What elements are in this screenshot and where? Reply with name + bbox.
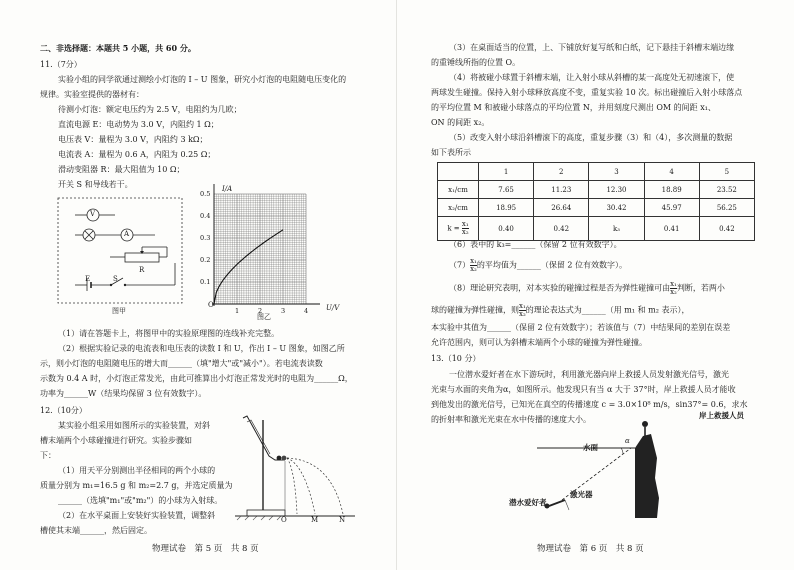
iu-graph [200,180,330,310]
circuit-label: E [85,275,91,283]
circuit-label: V [90,210,96,218]
q11-part: 功率为______W（结果均保留 3 位有效数字）。 [40,389,207,398]
q12-step [449,258,627,273]
q11-part: （2）根据实验记录的电流表和电压表的读数 I 和 U，作出 I – U 图象，如图乙所 [58,344,345,353]
equipment-item: 待测小灯泡：额定电压约为 2.5 V，电阻约为几欧； [58,105,242,114]
y-tick-label: 0.4 [200,212,211,220]
q12-step: 如下表所示 [431,148,471,157]
graph-origin: O [208,301,214,309]
circuit-diagram [55,193,205,313]
graph-y-label: I/A [222,185,233,193]
table-cell: k₃ [589,217,644,241]
q12-step: （6）表中的 k₃=______（保留 2 位有效数字）。 [449,240,622,249]
fraction [462,221,469,236]
step-suffix: 的理论表达式为______（用 m₁ 和 m₂ 表示）， [525,305,690,315]
graph-x-label: U/V [326,304,340,312]
x-tick-label: 4 [304,307,309,315]
fraction-den: x₂ [519,310,526,318]
q13-number: 13.（10 分） [431,354,481,363]
point-label: M [311,516,319,524]
table-cell: 0.42 [699,217,754,241]
q12-step: 本实验中其值为______（保留 2 位有效数字）；若该值与（7）中结果间的差别在误差 [431,323,731,332]
x-tick-label: 1 [235,307,240,315]
q12-step: （4）将被碰小球置于斜槽末端，让入射小球从斜槽的某一高度处无初速滚下，使 [449,73,735,82]
circuit-label: A [124,230,130,238]
q12-step: （3）在桌面适当的位置，上、下铺放好复写纸和白纸，记下悬挂于斜槽末端边缘 [449,43,735,52]
q13-text: 光束与水面的夹角为α，如图所示。他发现只有当 α 大于 37°时，岸上救援人员才能收 [431,385,736,394]
table-cell: 56.25 [699,199,754,217]
ball-icon [277,456,282,461]
q11-part: 示数为 0.4 A 时，小灯泡正常发光，由此可推算出小灯泡正常发光时的电阻为______Ω， [40,374,353,383]
table-cell: 0.42 [534,217,589,241]
q12-step: 的平均位置 M 和被碰小球落点的平均位置 N，并用刻度尺测出 OM 的间距 x₁、 [431,103,716,112]
q12-step: （2）在水平桌面上安装好实验装置，调整斜 [58,511,216,520]
ball-icon [282,456,287,461]
equipment-item: 直流电源 E：电动势为 3.0 V，内阻约 1 Ω； [58,120,219,129]
q12-step: 允许范围内，则可认为斜槽末端两个小球的碰撞为弹性碰撞。 [431,338,647,347]
equipment-item: 电流表 A：量程为 0.6 A，内阻为 0.25 Ω； [58,150,216,159]
q12-intro: 下： [40,451,56,460]
equipment-item: 电压表 V：量程为 3.0 V，内阻约 3 kΩ； [58,135,208,144]
q13-text: 的折射率和激光光束在水中传播的速度大小。 [431,415,591,424]
step-prefix: （7） [449,260,471,270]
point-label: N [339,516,346,524]
table-cell: 0.41 [644,217,699,241]
q12-number: 12.（10分） [40,406,87,415]
step-prefix: （8）理论研究表明，对本实验的碰撞过程是否为弹性碰撞可由 [449,283,671,293]
x-tick-label: 3 [281,307,286,315]
point-label: O [281,516,287,524]
q11-part: 示，则小灯泡的电阻随电压的增大而______（填"增大"或"减小"）。若电流表读数 [40,359,323,368]
table-cell: 18.89 [644,181,699,199]
fraction-num: x₁ [470,257,477,265]
laser-figure [517,418,697,528]
page-6 [397,0,794,570]
figure-label: 激光器 [570,490,593,499]
q11-intro: 实验小组的同学欲通过测绘小灯泡的 I – U 图象，研究小灯泡的电阻随电压变化的 [58,75,347,84]
table-cell: 11.23 [534,181,589,199]
table-cell: 0.40 [479,217,534,241]
q12-step: （1）用天平分别测出半径相同的两个小球的 [58,466,216,475]
table-cell: 7.65 [479,181,534,199]
q12-intro: 槽末端两个小球碰撞进行研究。实验步骤如 [40,436,192,445]
table-cell: 4 [644,163,699,181]
section-heading: 二、非选择题：本题共 5 小题，共 60 分。 [40,43,196,53]
q13-text: 到他发出的激光信号，已知光在真空的传播速度 c = 3.0×10⁸ m/s，sin37°= 0.6，求水 [431,400,748,409]
q11-part: （1）请在答题卡上，将图甲中的实验原理图的连线补充完整。 [58,329,280,338]
table-row [438,199,755,217]
equipment-item: 滑动变阻器 R：最大阻值为 10 Ω； [58,165,185,174]
q12-intro: 某实验小组采用如图所示的实验装置，对斜 [58,421,210,430]
q12-step: ON 的间距 x₂。 [431,118,490,127]
q12-step: 质量分别为 m₁=16.5 g 和 m₂=2.7 g，并选定质量为 [40,481,233,490]
table-row [438,181,755,199]
page-footer: 物理试卷 第 6 页 共 8 页 [537,544,644,554]
q12-step [449,281,725,296]
fraction-num: x₁ [519,302,526,310]
table-cell: 3 [589,163,644,181]
fraction [470,258,477,273]
table-cell: 1 [479,163,534,181]
collision-apparatus [235,410,365,525]
q11-number: 11.（7分） [40,60,82,69]
table-cell: 45.97 [644,199,699,217]
equipment-item: 开关 S 和导线若干。 [58,180,133,189]
page-footer: 物理试卷 第 5 页 共 8 页 [152,544,259,554]
step-prefix: 球的碰撞为弹性碰撞，则 [431,305,519,315]
table-cell [438,217,479,241]
rescuer-icon [642,421,648,427]
x-tick-label: 2 [258,307,263,315]
table-row [438,217,755,241]
fraction [670,281,677,296]
table-cell: x₁/cm [438,181,479,199]
figure-label: 水面 [583,443,598,452]
q12-step: 两球发生碰撞。保持入射小球释放高度不变，重复实验 10 次。标出碰撞后入射小球落点 [431,88,743,97]
table-cell [438,163,479,181]
q13-text: 一位潜水爱好者在水下游玩时，利用激光器向岸上救援人员发射激光信号，激光 [449,370,729,379]
figure-label: α [625,437,630,445]
circuit-label: R [139,266,145,274]
table-cell: 12.30 [589,181,644,199]
y-tick-label: 0.1 [200,278,211,286]
shore-cliff [635,434,659,518]
fraction-num: x₁ [461,220,469,228]
step-suffix: 的平均值为______（保留 2 位有效数字）。 [476,260,628,270]
y-tick-label: 0.2 [200,256,211,264]
q12-step: ______（选填"m₁"或"m₂"）的小球为入射球。 [58,496,223,505]
q12-step: 的重锤线所指的位置 O。 [431,58,521,67]
table-cell: x₂/cm [438,199,479,217]
fraction-den: x₂ [670,288,677,296]
table-cell: 26.64 [534,199,589,217]
q12-step: 槽使其末端______，然后固定。 [40,526,152,535]
table-cell: 2 [534,163,589,181]
data-table [437,162,755,241]
q12-step [431,303,690,318]
fraction [519,303,526,318]
table-cell: 23.52 [699,181,754,199]
q12-step: （5）改变入射小球沿斜槽滚下的高度，重复步骤（3）和（4），多次测量的数据 [449,133,733,142]
rheostat-icon [125,253,159,262]
q11-intro: 规律。实验室提供的器材有： [40,90,144,99]
step-suffix: 判断，若两小 [676,283,725,293]
y-tick-label: 0.3 [200,234,211,242]
k-prefix: k = [447,224,460,233]
table-cell: 5 [699,163,754,181]
figure-caption: 图乙 [257,313,271,321]
figure-label: 潜水爱好者 [509,498,547,507]
fraction-den: x₂ [461,228,469,236]
fraction-num: x₁ [670,280,677,288]
figure-caption: 图甲 [112,307,126,315]
fraction-den: x₂ [470,265,477,273]
table-cell: 30.42 [589,199,644,217]
table-cell: 18.95 [479,199,534,217]
table-header-row [438,163,755,181]
y-tick-label: 0.5 [200,190,211,198]
figure-label: 岸上救援人员 [699,411,744,420]
circuit-label: S [113,275,118,283]
